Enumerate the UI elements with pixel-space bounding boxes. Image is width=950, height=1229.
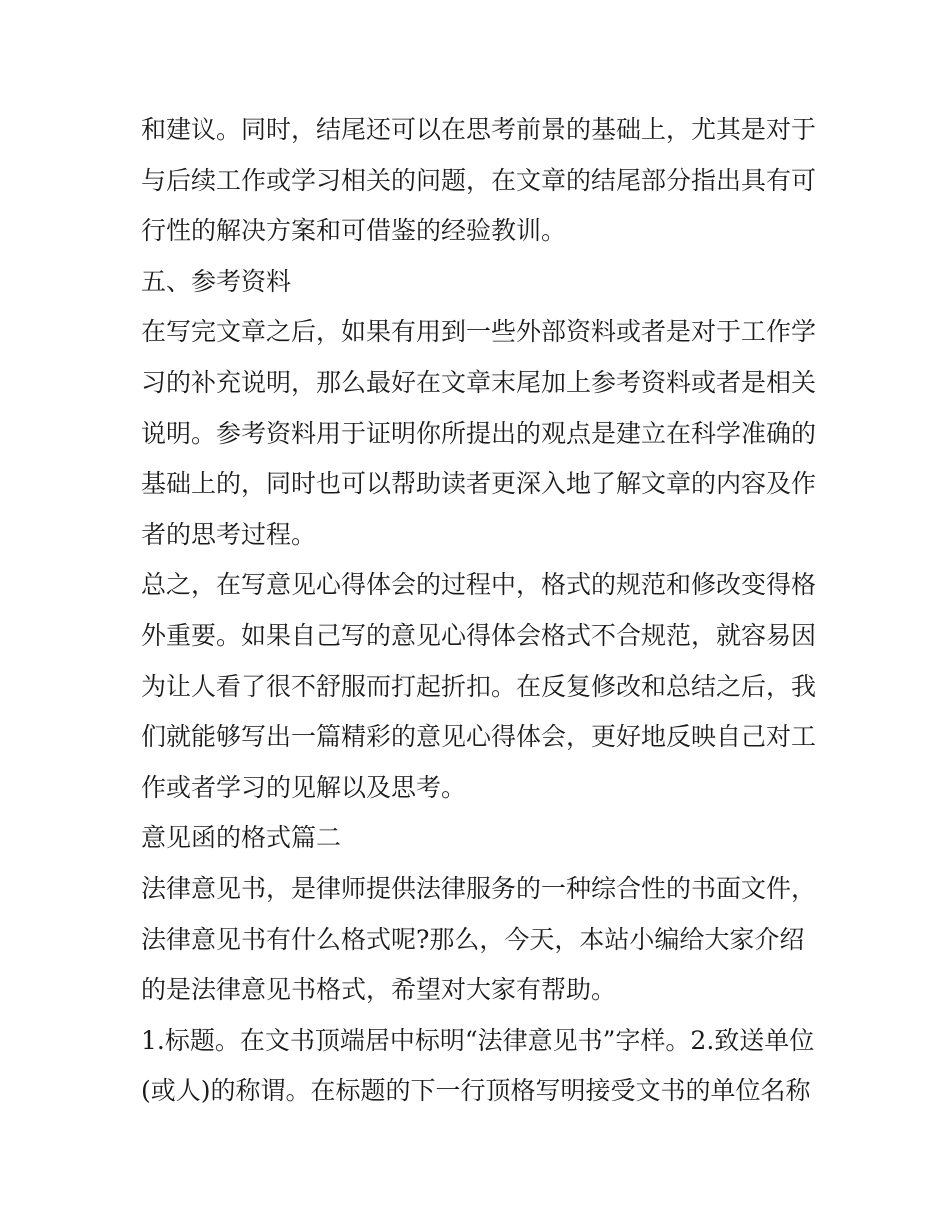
text-line: 在写完文章之后，如果有用到一些外部资料或者是对于工作学	[141, 317, 817, 347]
text-line: (或人)的称谓。在标题的下一行顶格写明接受文书的单位名称	[141, 1076, 811, 1106]
text-line: 法律意见书有什么格式呢?那么，今天，本站小编给大家介绍	[141, 924, 805, 954]
text-line: 与后续工作或学习相关的问题，在文章的结尾部分指出具有可	[141, 165, 817, 195]
text-line: 1.标题。在文书顶端居中标明“法律意见书”字样。2.致送单位	[141, 1025, 815, 1055]
text-line: 基础上的，同时也可以帮助读者更深入地了解文章的内容及作	[141, 469, 817, 499]
text-line: 总之，在写意见心得体会的过程中，格式的规范和修改变得格	[141, 570, 817, 600]
text-line: 说明。参考资料用于证明你所提出的观点是建立在科学准确的	[141, 418, 817, 448]
text-line: 为让人看了很不舒服而打起折扣。在反复修改和总结之后，我	[141, 671, 817, 701]
section-heading: 五、参考资料	[141, 266, 292, 296]
section-heading: 意见函的格式篇二	[141, 823, 342, 853]
text-line: 们就能够写出一篇精彩的意见心得体会，更好地反映自己对工	[141, 722, 817, 752]
document-body	[141, 105, 821, 1117]
text-line: 法律意见书，是律师提供法律服务的一种综合性的书面文件，	[141, 873, 817, 903]
text-line: 外重要。如果自己写的意见心得体会格式不合规范，就容易因	[141, 620, 817, 650]
text-line: 和建议。同时，结尾还可以在思考前景的基础上，尤其是对于	[141, 115, 817, 144]
text-line: 行性的解决方案和可借鉴的经验教训。	[141, 216, 567, 246]
text-line: 的是法律意见书格式，希望对大家有帮助。	[141, 975, 617, 1005]
text-line: 习的补充说明，那么最好在文章末尾加上参考资料或者是相关	[141, 367, 817, 397]
text-line: 作或者学习的见解以及思考。	[141, 772, 467, 802]
text-line: 者的思考过程。	[141, 519, 317, 549]
